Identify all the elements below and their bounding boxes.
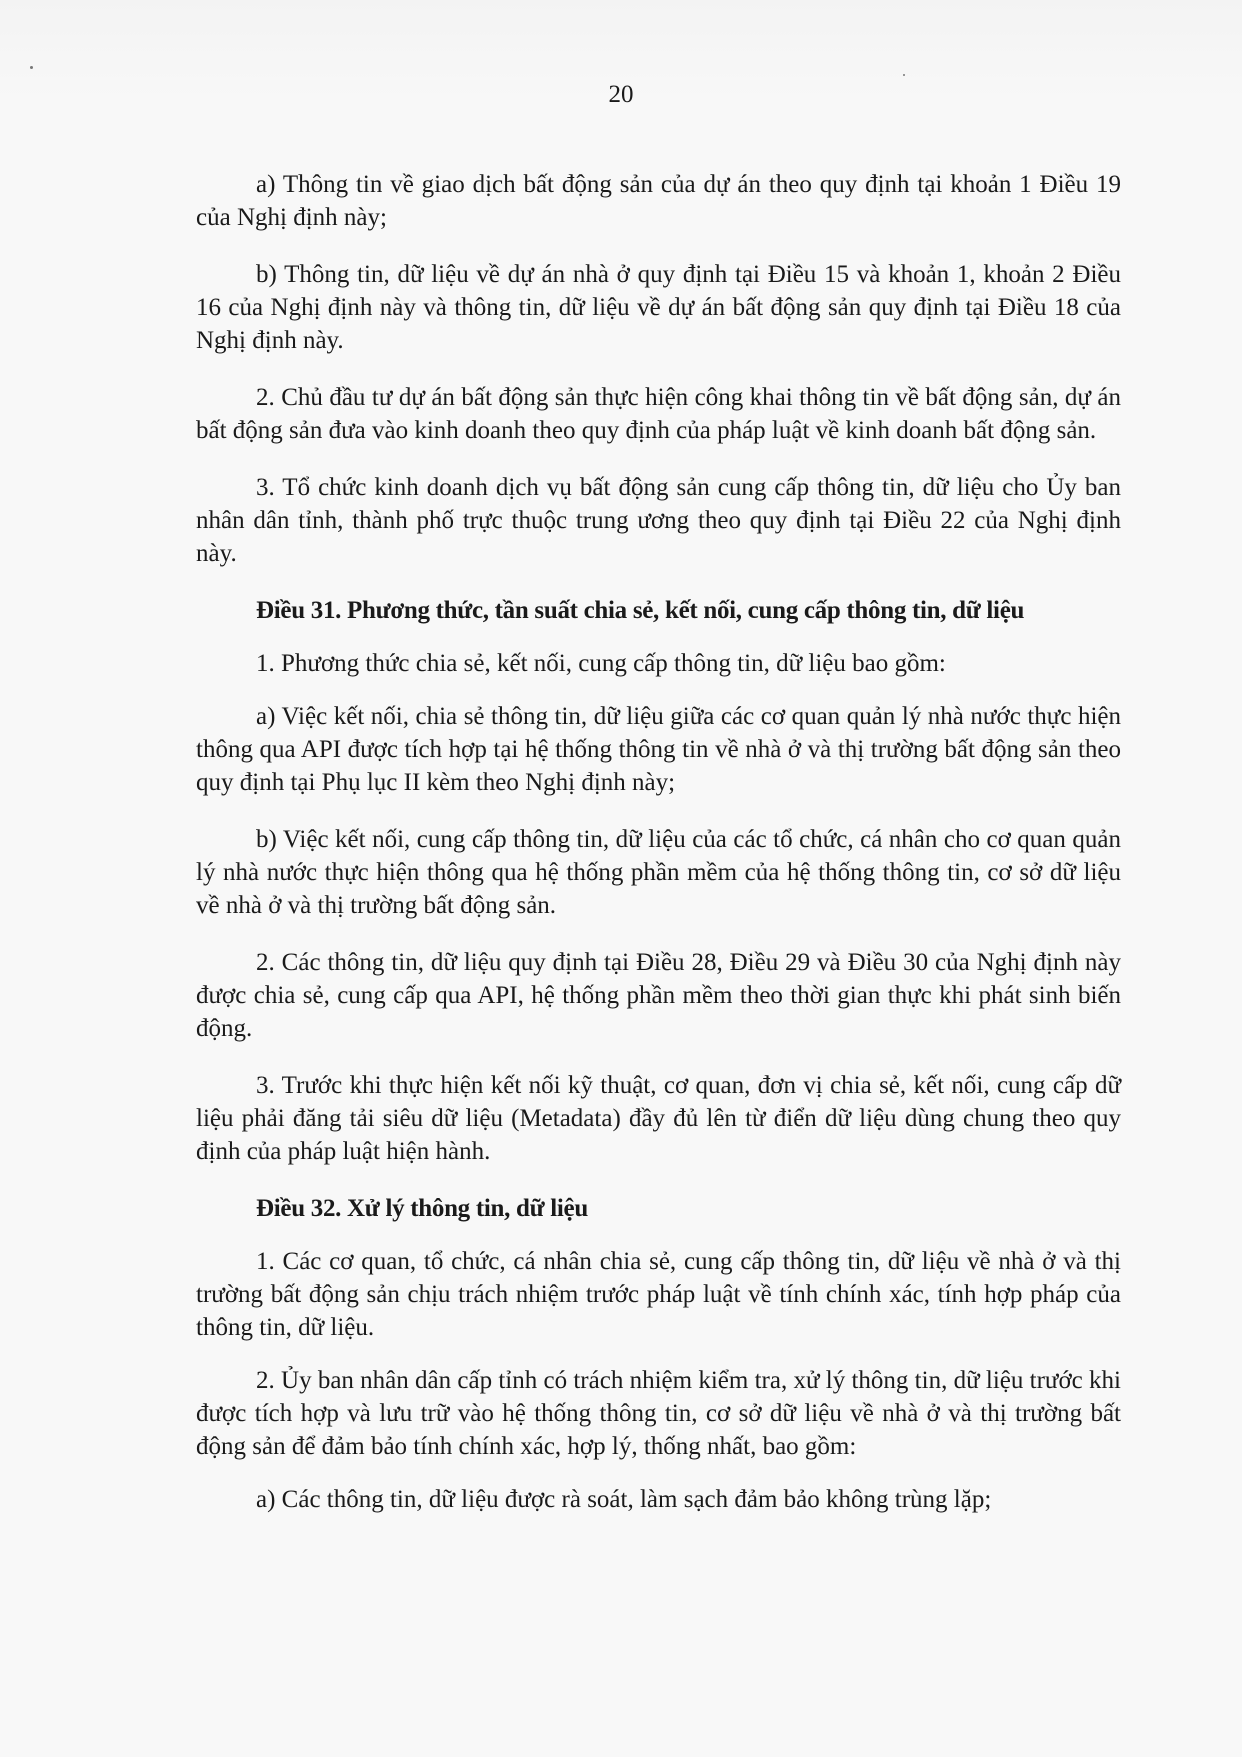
article-31-paragraph-1a: a) Việc kết nối, chia sẻ thông tin, dữ liệu giữa các cơ quan quản lý nhà nước thực hiện thông qua API được tích hợp tại hệ thống thông tin về nhà ở và thị trường bất động sản theo quy định tại Phụ lục II kèm theo Nghị định này; [196, 703, 1121, 796]
article-32-paragraph-1: 1. Các cơ quan, tổ chức, cá nhân chia sẻ, cung cấp thông tin, dữ liệu về nhà ở và thị trường bất động sản chịu trách nhiệm trước pháp luật về tính chính xác, tính hợp pháp của thông tin, dữ liệu. [196, 1248, 1121, 1341]
scan-speck [903, 74, 905, 76]
article-31-paragraph-3: 3. Trước khi thực hiện kết nối kỹ thuật, cơ quan, đơn vị chia sẻ, kết nối, cung cấp dữ liệu phải đăng tải siêu dữ liệu (Metadata) đầy đủ lên từ điển dữ liệu dùng chung theo quy định của pháp luật hiện hành. [196, 1072, 1121, 1165]
article-31-paragraph-1: 1. Phương thức chia sẻ, kết nối, cung cấp thông tin, dữ liệu bao gồm: [256, 650, 946, 677]
article-31-paragraph-2: 2. Các thông tin, dữ liệu quy định tại Điều 28, Điều 29 và Điều 30 của Nghị định này được chia sẻ, cung cấp qua API, hệ thống phần mềm theo thời gian thực khi phát sinh biến động. [196, 949, 1121, 1042]
scan-speck [30, 66, 33, 69]
paragraph-3a: a) Thông tin về giao dịch bất động sản của dự án theo quy định tại khoản 1 Điều 19 của Nghị định này; [196, 171, 1121, 231]
article-32-paragraph-2: 2. Ủy ban nhân dân cấp tỉnh có trách nhiệm kiểm tra, xử lý thông tin, dữ liệu trước khi được tích hợp và lưu trữ vào hệ thống thông tin, cơ sở dữ liệu về nhà ở và thị trường bất động sản để đảm bảo tính chính xác, hợp lý, thống nhất, bao gồm: [196, 1367, 1121, 1460]
article-32-paragraph-2a: a) Các thông tin, dữ liệu được rà soát, làm sạch đảm bảo không trùng lặp; [256, 1486, 992, 1513]
page-number: 20 [608, 81, 634, 108]
paragraph-2: 2. Chủ đầu tư dự án bất động sản thực hiện công khai thông tin về bất động sản, dự án bất động sản đưa vào kinh doanh theo quy định của pháp luật về kinh doanh bất động sản. [196, 384, 1121, 444]
document-body [196, 168, 1121, 1540]
article-31-paragraph-1b: b) Việc kết nối, cung cấp thông tin, dữ liệu của các tổ chức, cá nhân cho cơ quan quản lý nhà nước thực hiện thông qua hệ thống phần mềm của hệ thống thông tin, cơ sở dữ liệu về nhà ở và thị trường bất động sản. [196, 826, 1121, 919]
paragraph-3b: b) Thông tin, dữ liệu về dự án nhà ở quy định tại Điều 15 và khoản 1, khoản 2 Điều 16 của Nghị định này và thông tin, dữ liệu về dự án bất động sản quy định tại Điều 18 của Nghị định này. [196, 261, 1121, 354]
article-31-heading: Điều 31. Phương thức, tần suất chia sẻ, kết nối, cung cấp thông tin, dữ liệu [256, 597, 1025, 624]
article-32-heading: Điều 32. Xử lý thông tin, dữ liệu [256, 1195, 588, 1222]
paragraph-3: 3. Tổ chức kinh doanh dịch vụ bất động sản cung cấp thông tin, dữ liệu cho Ủy ban nhân dân tỉnh, thành phố trực thuộc trung ương theo quy định tại Điều 22 của Nghị định này. [196, 474, 1121, 567]
